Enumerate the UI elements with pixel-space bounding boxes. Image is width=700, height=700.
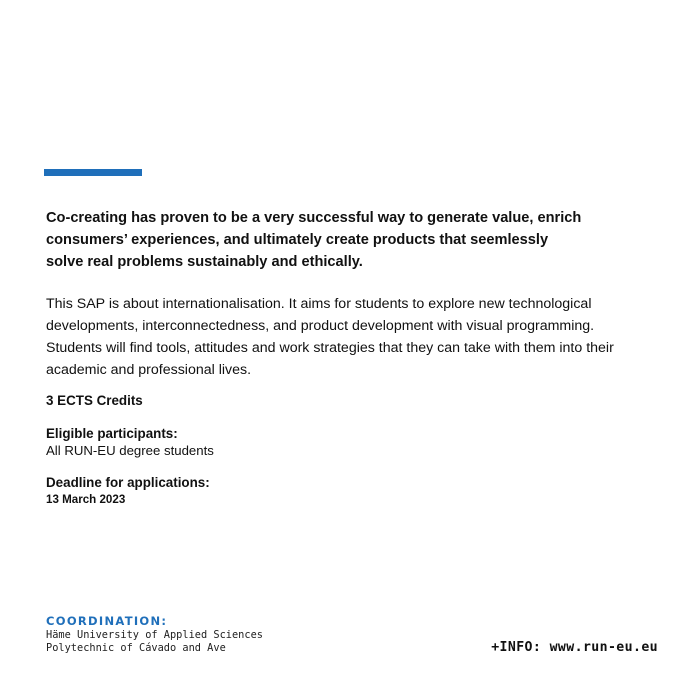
eligible-value: All RUN-EU degree students [46, 443, 214, 458]
intro-line: solve real problems sustainably and ethically. [46, 254, 363, 270]
accent-bar [44, 169, 142, 176]
coordination-institution: Polytechnic of Cávado and Ave [46, 642, 226, 654]
ects-credits: 3 ECTS Credits [46, 393, 143, 408]
intro-line: consumers’ experiences, and ultimately create products that seemlessly [46, 232, 549, 248]
description-line: developments, interconnectedness, and product development with visual programming. [46, 318, 595, 334]
intro-text [46, 207, 606, 273]
eligible-participants [46, 425, 214, 459]
description-line: This SAP is about internationalisation. It aims for students to explore new technological [46, 296, 592, 312]
intro-line: Co-creating has proven to be a very successful way to generate value, enrich [46, 210, 582, 226]
description-line: Students will find tools, attitudes and work strategies that they can take with them into their [46, 340, 614, 356]
coordination-title: COORDINATION: [46, 614, 168, 628]
coordination-institution: Häme University of Applied Sciences [46, 629, 263, 641]
deadline-label: Deadline for applications: [46, 475, 210, 490]
info-link[interactable]: +INFO: www.run-eu.eu [491, 640, 658, 655]
coordination [46, 614, 263, 655]
description-text [46, 293, 646, 381]
deadline-value: 13 March 2023 [46, 493, 126, 506]
application-deadline [46, 474, 210, 508]
eligible-label: Eligible participants: [46, 426, 178, 441]
description-line: academic and professional lives. [46, 362, 252, 378]
